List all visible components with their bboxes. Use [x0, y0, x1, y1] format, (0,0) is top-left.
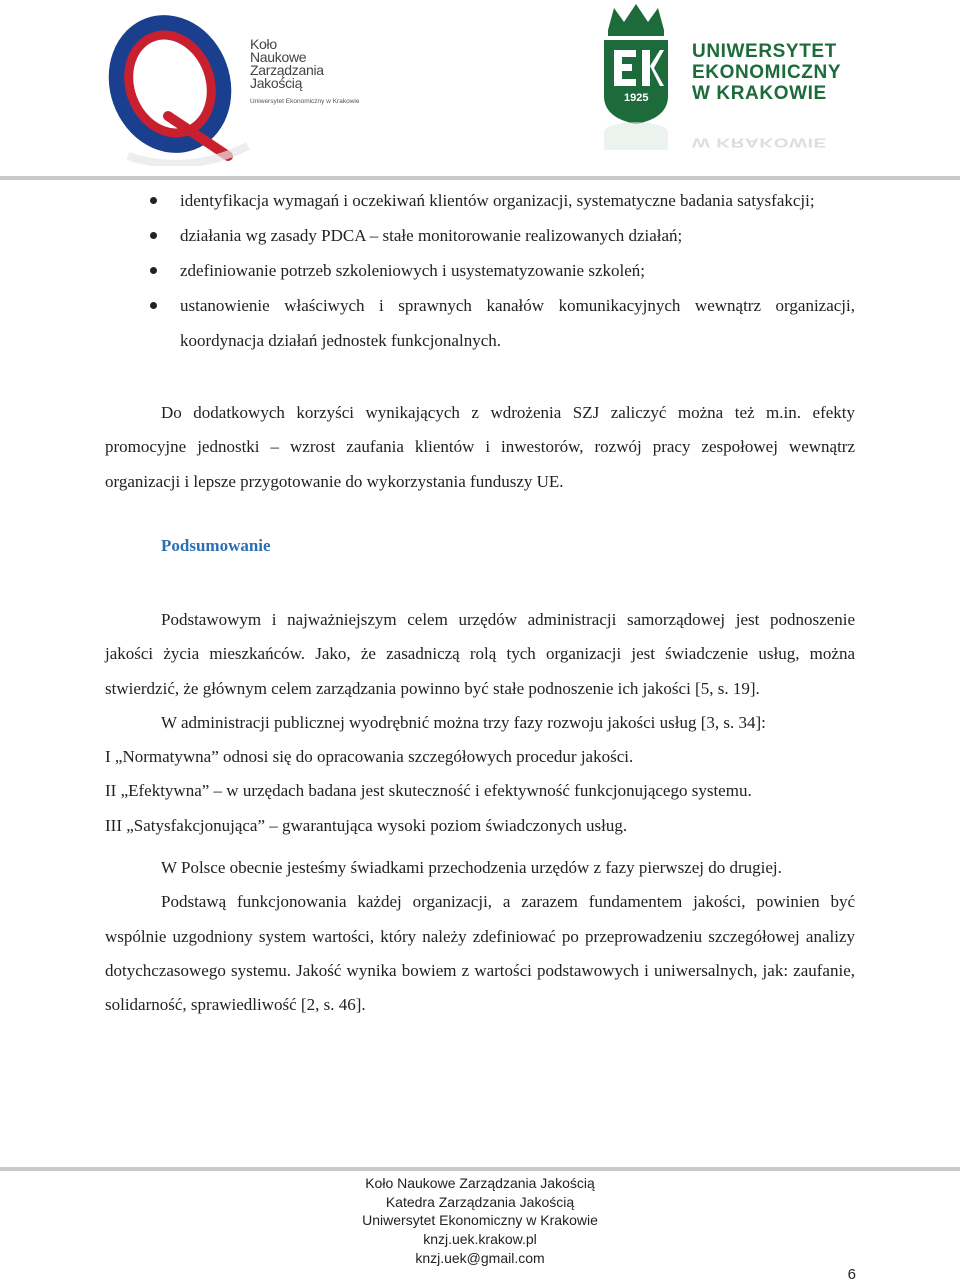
university-name — [692, 41, 841, 104]
bullet-icon — [150, 267, 157, 274]
list-item — [150, 288, 855, 358]
phase-item: II „Efektywna” – w urzędach badana jest skuteczność i efektywność funkcjonującego systemu. — [105, 781, 752, 801]
bullet-icon — [150, 302, 157, 309]
footer-department: Katedra Zarządzania Jakością — [385, 1193, 575, 1210]
footer-university: Uniwersytet Ekonomiczny w Krakowie — [362, 1212, 598, 1229]
bullet-icon — [150, 197, 157, 204]
list-item-text: działania wg zasady PDCA – stałe monitorowanie realizowanych działań; — [180, 226, 683, 245]
university-name-line: EKONOMICZNY — [692, 62, 842, 83]
page-footer — [0, 1174, 960, 1268]
university-founding-year: 1925 — [624, 92, 649, 104]
paragraph: W administracji publicznej wyodrębnić można trzy fazy rozwoju jakości usług [3, s. 34]: — [161, 712, 766, 732]
university-name-line: UNIWERSYTET — [692, 41, 837, 62]
page-number: 6 — [847, 1266, 856, 1283]
list-item — [150, 218, 855, 253]
knzj-logo-line: Naukowe — [250, 49, 307, 65]
paragraph: Podstawowym i najważniejszym celem urzędów administracji samorządowej jest podnoszenie jakości życia mieszkańców. Jako, że zasadniczą rolą tych organizacji jest świadczenie usług, można stwierdzić, że głównym celem zarządzania powinno być stałe podnoszenie ich jakości [5, s. 19]. — [105, 610, 855, 698]
knzj-logo-subtitle: Uniwersytet Ekonomiczny w Krakowie — [250, 98, 360, 105]
list-item — [150, 253, 855, 288]
paragraph: W Polsce obecnie jesteśmy świadkami przechodzenia urzędów z fazy pierwszej do drugiej. — [161, 858, 782, 878]
knzj-logo-line: Jakością — [250, 75, 303, 91]
footer-organization: Koło Naukowe Zarządzania Jakością — [365, 1175, 595, 1191]
phase-item: I „Normatywna” odnosi się do opracowania szczegółowych procedur jakości. — [105, 747, 634, 767]
knzj-logo-text — [250, 38, 324, 90]
footer-website: knzj.uek.krakow.pl — [423, 1231, 537, 1248]
paragraph: Do dodatkowych korzyści wynikających z wdrożenia SZJ zaliczyć można też m.in. efekty promocyjne jednostki – wzrost zaufania klientów i inwestorów, rozwój pracy zespołowej wewnątrz organizacji i lepsze przygotowanie do wykorzystania funduszy UE. — [105, 403, 855, 491]
footer-email: knzj.uek@gmail.com — [415, 1249, 545, 1266]
knzj-logo-line: Koło — [250, 36, 277, 52]
list-item-text: identyfikacja wymagań i oczekiwań klientów organizacji, systematyczne badania satysfakcji; — [180, 191, 815, 210]
benefits-list — [150, 183, 855, 358]
additional-benefits-section — [105, 396, 855, 499]
university-name-reflection: W KRAKOWIE — [692, 135, 827, 150]
phase-item: III „Satysfakcjonująca” – gwarantująca wysoki poziom świadczonych usług. — [105, 815, 628, 835]
header-divider — [0, 176, 960, 180]
list-item-text: zdefiniowanie potrzeb szkoleniowych i usystematyzowanie szkoleń; — [180, 261, 645, 280]
knzj-logo-line: Zarządzania — [250, 62, 324, 78]
list-item-text: ustanowienie właściwych i sprawnych kanałów komunikacyjnych wewnątrz organizacji, koordynacja działań jednostek funkcjonalnych. — [180, 296, 855, 350]
summary-section — [105, 603, 855, 1023]
footer-divider — [0, 1167, 960, 1171]
university-name-line: W KRAKOWIE — [692, 83, 827, 104]
list-item — [150, 183, 855, 218]
page-header — [0, 0, 960, 180]
paragraph: Podstawą funkcjonowania każdej organizacji, a zarazem fundamentem jakości, powinien być wspólnie uzgodniony system wartości, który należy zdefiniować po przeprowadzeniu szczegółowej analizy dotychczasowego systemu. Jakość wynika bowiem z wartości podstawowych i uniwersalnych, jak: zaufanie, solidarność, sprawiedliwość [2, s. 46]. — [105, 892, 855, 1015]
section-heading: Podsumowanie — [161, 536, 271, 555]
bullet-icon — [150, 232, 157, 239]
